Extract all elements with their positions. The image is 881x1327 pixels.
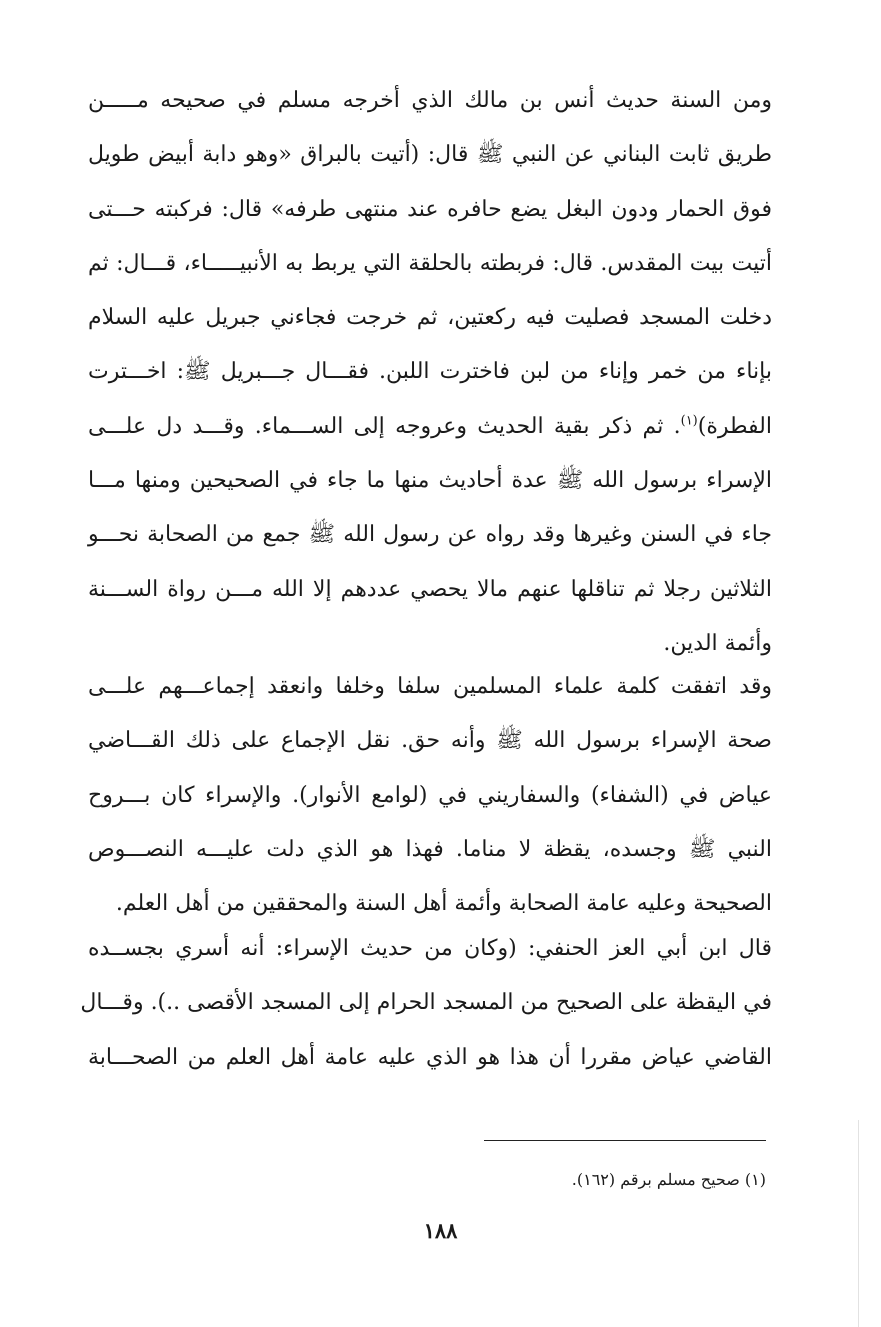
text-line-with-footnote [88,400,772,454]
footnote-divider [484,1140,766,1141]
text-line: الصحيحة وعليه عامة الصحابة وأئمة أهل السنة والمحققين من أهل العلم. [115,891,772,917]
page-number: ١٨٨ [423,1218,458,1243]
text-line: القاضي عياض مقررا أن هذا هو الذي عليه عامة أهل العلم من الصحـــابة [88,1044,772,1070]
scan-edge-line [858,1120,859,1327]
text-line: جاء في السنن وغيرها وقد رواه عن رسول الله ﷺ جمع من الصحابة نحـــو [88,522,772,548]
text-line: أتيت بيت المقدس. قال: فربطته بالحلقة التي يربط به الأنبيـــــاء، قـــال: ثم [88,250,773,276]
text-line: عياض في (الشفاء) والسفاريني في (لوامع الأنوار). والإسراء كان بـــروح [88,782,772,808]
text-line: دخلت المسجد فصليت فيه ركعتين، ثم خرجت فجاءني جبريل عليه السلام [88,305,772,331]
paragraph-1 [88,74,772,671]
footnote: (١) صحيح مسلم برقم (١٦٢). [571,1170,766,1189]
text-line: بإناء من خمر وإناء من لبن فاخترت اللبن. فقـــال جـــبريل ﷺ: اخـــترت [88,359,772,385]
text-line: وأئمة الدين. [663,630,772,656]
text-fragment: . ثم ذكر بقية الحديث وعروجه إلى الســـماء. وقـــد دل علـــى [88,413,681,439]
text-line: في اليقظة على الصحيح من المسجد الحرام إلى المسجد الأقصى ..). وقـــال [80,990,772,1016]
text-line: ومن السنة حديث أنس بن مالك الذي أخرجه مسلم في صحيحه مـــــن [88,88,772,113]
text-fragment: الفطرة) [697,413,772,439]
paragraph-2 [88,660,772,931]
footnote-reference: (١) [680,413,698,429]
text-line: وقد اتفقت كلمة علماء المسلمين سلفا وخلفا وانعقد إجماعـــهم علـــى [88,674,772,699]
text-line: صحة الإسراء برسول الله ﷺ وأنه حق. نقل الإجماع على ذلك القـــاضي [88,728,772,754]
paragraph-3 [80,922,772,1085]
text-line: طريق ثابت البناني عن النبي ﷺ قال: (أتيت بالبراق «وهو دابة أبيض طويل [88,142,772,168]
text-line: قال ابن أبي العز الحنفي: (وكان من حديث الإسراء: أنه أسري بجســده [88,936,772,961]
text-line: الثلاثين رجلا ثم تناقلها عنهم مالا يحصي عددهم إلا الله مـــن رواة الســـنة [88,576,772,602]
text-line: الإسراء برسول الله ﷺ عدة أحاديث منها ما جاء في الصحيحين ومنها مـــا [88,468,772,494]
text-line: النبي ﷺ وجسده، يقظة لا مناما. فهذا هو الذي دلت عليـــه النصـــوص [88,836,772,862]
text-line: فوق الحمار ودون البغل يضع حافره عند منتهى طرفه» قال: فركبته حـــتى [88,196,772,222]
